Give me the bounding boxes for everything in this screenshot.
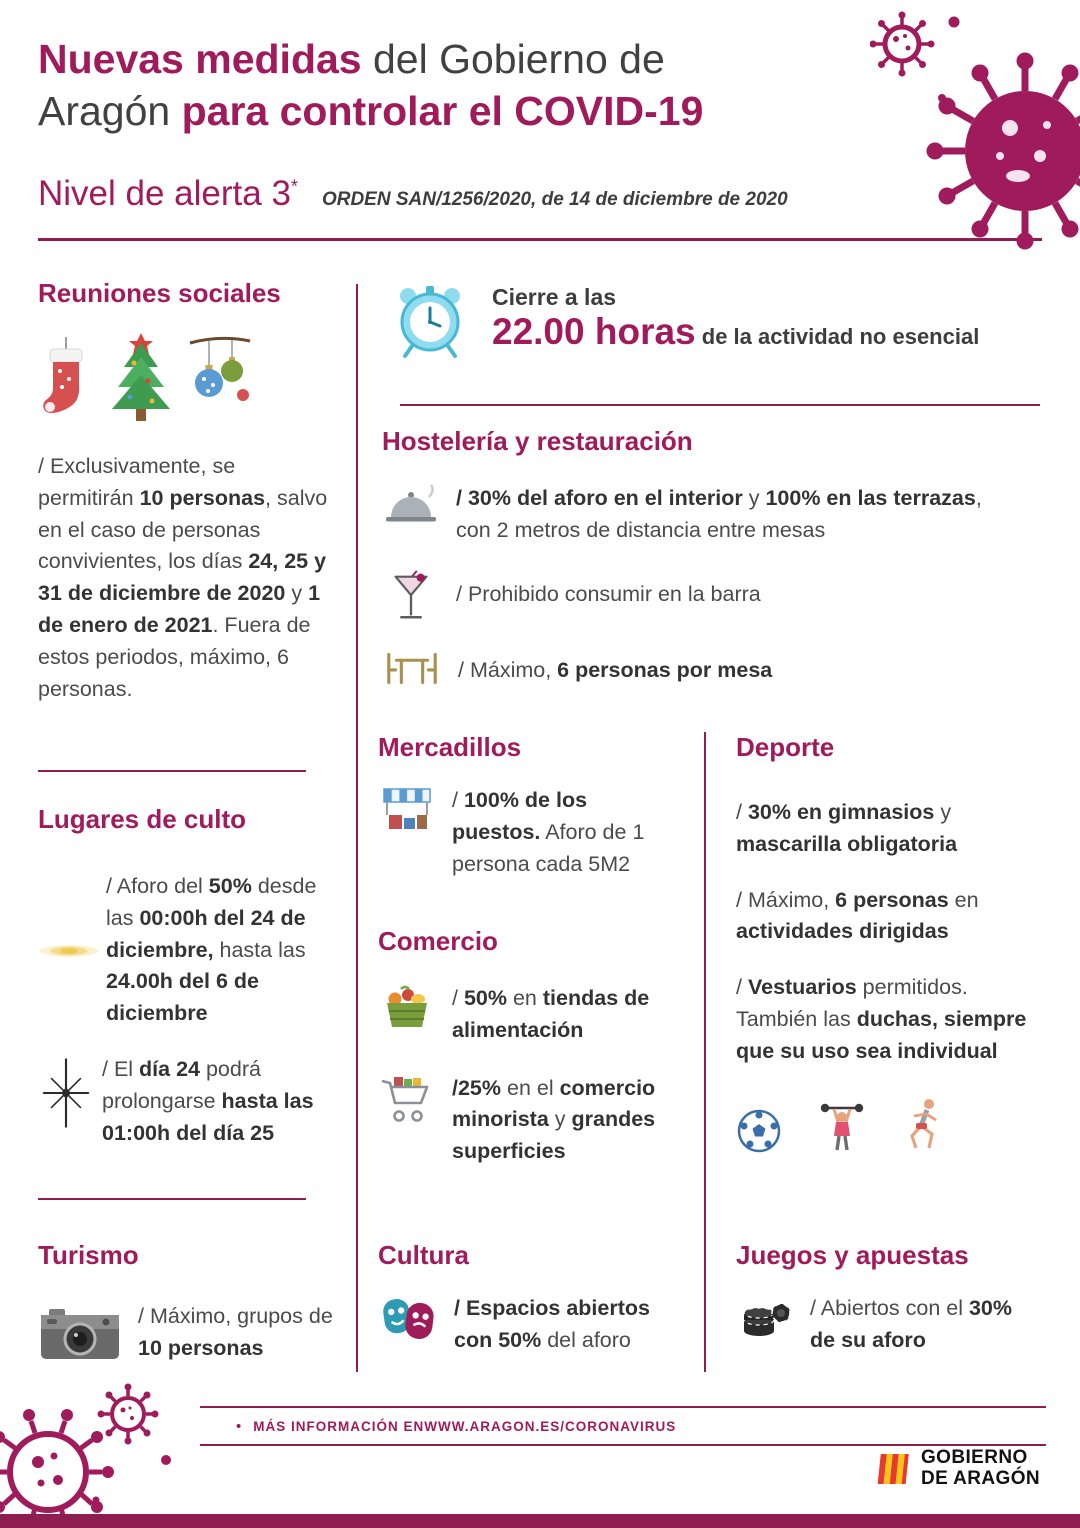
section-turismo [38,1240,340,1365]
sport-icons-row [736,1096,1044,1154]
turismo-heading: Turismo [38,1240,139,1270]
soccer-ball-icon [736,1108,782,1154]
title-accent-2: para controlar el COVID-19 [181,87,704,134]
turismo-item [38,1301,340,1365]
alert-row [38,174,788,214]
turismo-text: / Máximo, grupos de 10 personas [138,1304,333,1360]
virus-icon [0,1380,196,1528]
bottom-color-bar [0,1514,1080,1528]
mercadillos-text: / 100% de los puestos. Aforo de 1 persona cada 5M2 [452,788,645,876]
grocery-basket-icon [378,983,436,1033]
alert-asterisk: * [290,176,298,197]
weightlifting-icon [818,1096,866,1154]
reuniones-text: / Exclusivamente, se permitirán 10 personas, salvo en el caso de personas convivientes, los días 24, 25 y 31 de diciembre de 2020 y 1 de enero de 2021. Fuera de estos periodos, máximo, 6 personas. [38,454,328,701]
culto-item-2 [38,1054,340,1149]
hosteleria-text-2: / Prohibido consumir en la barra [456,581,761,606]
banner-divider [400,404,1040,406]
closing-line-1: Cierre a las [492,284,617,310]
left-divider-1 [38,770,306,772]
gobierno-aragon-logo [875,1448,1040,1490]
hosteleria-text-1: / 30% del aforo en el interior y 100% en las terrazas, con 2 metros de distancia entre mesas [456,486,982,542]
culto-heading: Lugares de culto [38,804,247,834]
juegos-item [736,1293,1044,1357]
running-icon [902,1096,946,1154]
section-hosteleria [382,426,1040,689]
cultura-heading: Cultura [378,1240,469,1270]
culto-text-2: / El día 24 podrá prolongarse hasta las 01:00h del día 25 [102,1057,314,1145]
title-plain-1: del Gobierno de [361,36,665,82]
hosteleria-item-3 [382,647,1040,689]
comercio-item-2 [378,1073,692,1168]
section-cultura [378,1240,692,1357]
juegos-heading: Juegos y apuestas [736,1240,969,1270]
christmas-stocking-icon [38,335,94,425]
virus-icon [870,6,1080,254]
cultura-text: / Espacios abiertos con 50% del aforo [454,1296,650,1352]
comercio-text-2: /25% en el comercio minorista y grandes superficies [452,1075,656,1164]
hosteleria-item-2 [382,569,1040,625]
title-plain-2: Aragón [38,87,182,134]
title-accent-1: Nuevas medidas [38,36,362,82]
section-mercadillos [378,732,680,880]
juegos-text: / Abiertos con el 30% de su aforo [810,1296,1012,1352]
closing-time-banner [388,278,1042,362]
footer-info-url: WWW.ARAGON.ES/CORONAVIRUS [424,1419,677,1434]
logo-line-2: DE ARAGÓN [920,1467,1040,1489]
comercio-text-1: / 50% en tiendas de alimentación [452,986,650,1042]
mercadillos-heading: Mercadillos [378,732,522,762]
alarm-clock-icon [388,278,472,362]
section-juegos [736,1240,1044,1357]
comercio-heading: Comercio [378,926,498,956]
hosteleria-text-3: / Máximo, 6 personas por mesa [458,657,773,682]
closing-time: 22.00 horas [492,311,696,352]
section-lugares-de-culto [38,804,340,1150]
deporte-text-3: / Vestuarios permitidos. También las duchas, siempre que su uso sea individual [736,975,1027,1063]
section-comercio [378,926,692,1168]
alert-level: Nivel de alerta 3* [38,174,298,213]
order-reference: ORDEN SAN/1256/2020, de 14 de diciembre de 2020 [321,189,788,210]
footer-info-label: MÁS INFORMACIÓN EN [253,1419,425,1434]
serving-cloche-icon [382,483,440,529]
footer-bullet: • [236,1418,242,1435]
reuniones-heading: Reuniones sociales [38,278,281,308]
cultura-item [378,1293,692,1357]
candle-glow-icon [38,931,100,971]
deporte-heading: Deporte [736,732,835,762]
culto-text-1: / Aforo del 50% desde las 00:00h del 24 de diciembre, hasta las 24.00h del 6 de diciembre [106,874,317,1026]
star-sparkle-icon [38,1054,94,1132]
shopping-cart-icon [378,1073,436,1125]
vertical-divider-1 [356,284,358,1372]
section-deporte [736,732,1044,1154]
camera-icon [38,1303,122,1363]
page-title [38,34,703,137]
cocktail-icon [382,569,440,625]
vertical-divider-2 [704,732,706,1372]
closing-time-text [492,278,979,353]
deporte-text-1: / 30% en gimnasios y mascarilla obligatoria [736,800,958,856]
hosteleria-heading: Hostelería y restauración [382,426,693,456]
logo-line-1: GOBIERNO [920,1447,1028,1468]
left-divider-2 [38,1198,306,1200]
section-reuniones-sociales [38,278,332,706]
logo-text [921,1448,1040,1490]
christmas-icons-row [38,325,332,425]
hosteleria-item-1 [382,483,1040,547]
aragon-flag-icon [875,1452,911,1486]
theater-masks-icon [378,1293,438,1343]
comercio-item-1 [378,983,692,1047]
culto-item-1 [38,871,340,1030]
christmas-tree-icon [104,329,178,425]
baubles-icon [188,333,252,425]
deporte-text-2: / Máximo, 6 personas en actividades dirigidas [736,887,979,944]
mercadillos-item [378,785,680,880]
closing-line-2 [492,311,979,353]
footer-info-band [200,1406,1046,1446]
table-chairs-icon [382,647,442,689]
closing-rest: de la actividad no esencial [695,324,980,349]
poker-chips-icon [736,1293,794,1339]
market-stall-icon [378,785,436,837]
